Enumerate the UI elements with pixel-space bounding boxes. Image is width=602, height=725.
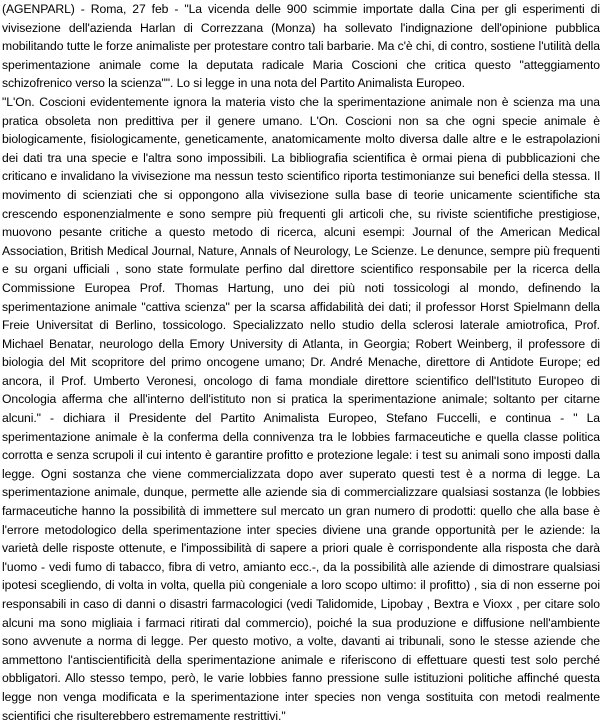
article-paragraph-quote: "L'On. Coscioni evidentemente ignora la materia visto che la sperimentazione animale non è scienza ma una pratica obsoleta non predittiva per il genere umano. L'On. Coscioni non sa che ogni specie animale è biologicamente, fisiologicamente, geneticamente, anatomicamente molto diversa dalle altre e le estrapolazioni dei dati tra una specie e l'altra sono impossibili. La bibliografia scientifica è ormai piena di pubblicazioni che criticano e invalidano la vivisezione ma nessun testo scientifico riporta testimonianze sui benefici della stessa. Il movimento di scienziati che si oppongono alla vivisezione sulla base di teorie unicamente scientifiche sta crescendo esponenzialmente e sono sempre più frequenti gli articoli che, su riviste scientifiche prestigiose, muovono pesante critiche a questo metodo di ricerca, alcuni esempi: Journal of the American Medical Association, British Medical Journal, Nature, Annals of Neurology, Le Scienze. Le denunce, sempre più frequenti e su organi ufficiali , sono state formulate perfino dal direttore scientifico responsabile per la ricerca della Commissione Europea Prof. Thomas Hartung, uno dei più noti tossicologi al mondo, definendo la sperimentazione animale "cattiva scienza" per la scarsa affidabilità dei dati; il professor Horst Spielmann della Freie Universitat di Berlino, tossicologo. Specializzato nello studio della sclerosi laterale amiotrofica, Prof. Michael Benatar, neurologo della Emory University di Atlanta, in Georgia; Robert Weinberg, il professore di biologia del Mit scopritore del primo oncogene umano; Dr. André Menache, direttore di Antidote Europe; ed ancora, il Prof. Umberto Veronesi, oncologo di fama mondiale direttore scientifico dell'Istituto Europeo di Oncologia afferma che all'interno dell'istituto non si pratica la sperimentazione animale; soltanto per citarne alcuni." - dichiara il Presidente del Partito Animalista Europeo, Stefano Fuccelli, e continua - " La sperimentazione animale è la conferma della connivenza tra le lobbies farmaceutiche e quella classe politica corrotta e senza scrupoli il cui intento è garantire profitto e protezione legale: i test su animali sono imposti dalla legge. Ogni sostanza che viene commercializzata dopo aver superato questi test è a norma di legge. La sperimentazione animale, dunque, permette alle aziende sia di commercializzare qualsiasi sostanza (le lobbies farmaceutiche hanno la possibilità di immettere sul mercato un gran numero di prodotti: quello che alla base è l'errore metodologico della sperimentazione inter species diviene una grande opportunità per le aziende: la varietà delle risposte ottenute, e l'impossibilità di sapere a priori quale è corrispondente alla risposta che darà l'uomo - vedi fumo di tabacco, fibra di vetro, amianto ecc.-, da la possibilità alle aziende di dimostrare qualsiasi ipotesi scegliendo, di volta in volta, quella più congeniale a loro scopo ultimo: il profitto) , sia di non esserne poi responsabili in caso di danni o disastri farmacologici (vedi Talidomide, Lipobay , Bextra e Vioxx , per citare solo alcuni ma sono migliaia i farmaci ritirati dal commercio), poiché la sua produzione e diffusione nell'ambiente sono avvenute a norma di legge. Per questo motivo, a volte, davanti ai tribunali, sono le stesse aziende che ammettono l'antiscientificità della sperimentazione animale e riferiscono di effettuare questi test solo perché obbligatori. Allo stesso tempo, però, le varie lobbies fanno pressione sulle istituzioni politiche affinché questa legge non venga modificata e la sperimentazione inter species non venga sostituita con metodi realmente scientifici che risulterebbero estremamente restrittivi." — [2, 94, 600, 723]
article-paragraph-intro: (AGENPARL) - Roma, 27 feb - "La vicenda delle 900 scimmie importate dalla Cina per gli esperimenti di vivisezione dell'azienda Harlan di Correzzana (Monza) ha sollevato l'indignazione dell'opinione pubblica mobilitando tutte le forze animaliste per protestare contro tali barbarie. Ma c'è chi, di contro, sostiene l'utilità della sperimentazione animale come la deputata radicale Maria Coscioni che critica questo "atteggiamento schizofrenico verso la scienza"". Lo si legge in una nota del Partito Animalista Europeo. — [2, 2, 600, 91]
